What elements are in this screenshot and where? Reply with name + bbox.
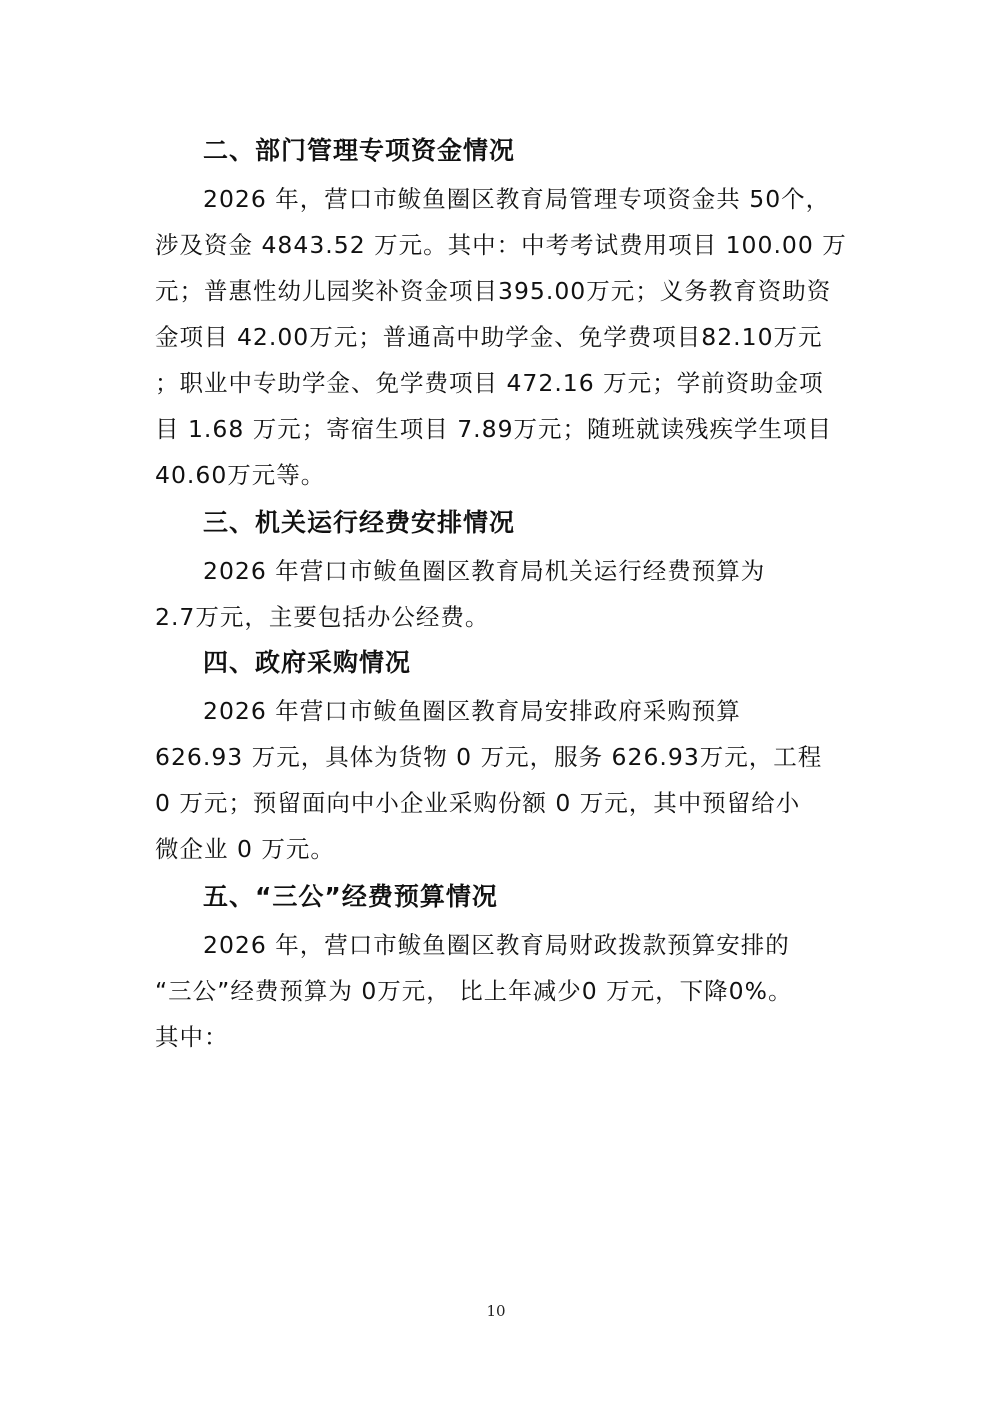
paragraph-line: 40.60万元等。 [155,461,326,489]
paragraph-line: 2026 年营口市鲅鱼圈区教育局机关运行经费预算为 [203,557,766,585]
paragraph-line: 626.93 万元，具体为货物 0 万元，服务 626.93万元，工程 [155,743,823,771]
section-heading-operating-costs: 三、机关运行经费安排情况 [203,508,516,537]
paragraph-line: ；职业中专助学金、免学费项目 472.16 万元；学前资助金项 [155,369,824,397]
section-heading-procurement: 四、政府采购情况 [203,648,412,677]
paragraph-line: 2026 年营口市鲅鱼圈区教育局安排政府采购预算 [203,697,741,725]
paragraph-line: 金项目 42.00万元；普通高中助学金、免学费项目82.10万元 [155,323,823,351]
section-heading-special-funds: 二、部门管理专项资金情况 [203,136,516,165]
paragraph-line: 2.7万元，主要包括办公经费。 [155,603,490,631]
section-heading-three-public-expenses: 五、“三公”经费预算情况 [203,882,498,911]
paragraph-line: 0 万元；预留面向中小企业采购份额 0 万元，其中预留给小 [155,789,801,817]
paragraph-line: 其中： [155,1023,229,1051]
paragraph-line: 微企业 0 万元。 [155,835,335,863]
paragraph-line: 2026 年，营口市鲅鱼圈区教育局财政拨款预算安排的 [203,931,790,959]
paragraph-line: 涉及资金 4843.52 万元。其中：中考考试费用项目 100.00 万 [155,231,847,259]
paragraph-line: 元；普惠性幼儿园奖补资金项目395.00万元；义务教育资助资 [155,277,832,305]
paragraph-line: 2026 年，营口市鲅鱼圈区教育局管理专项资金共 50个， [203,185,831,213]
paragraph-line: 目 1.68 万元；寄宿生项目 7.89万元；随班就读残疾学生项目 [155,415,833,443]
page-number: 10 [486,1302,506,1320]
paragraph-line: “三公”经费预算为 0万元， 比上年减少0 万元，下降0%。 [155,977,793,1005]
